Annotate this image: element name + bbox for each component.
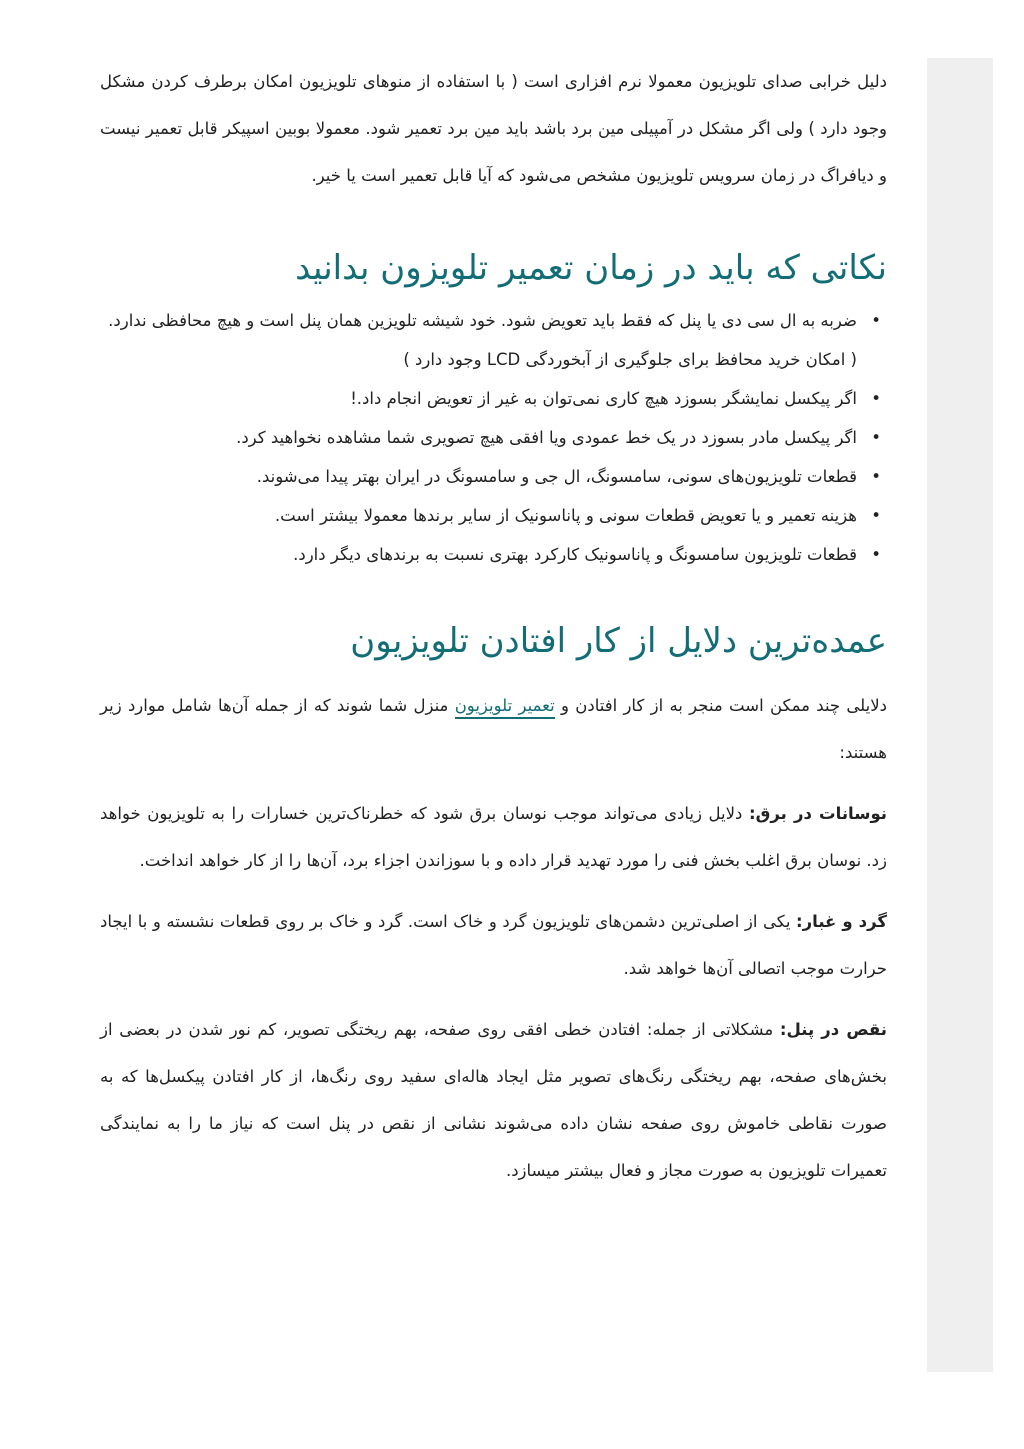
lead-text-before: دلایلی چند ممکن است منجر به از کار افتادن و	[554, 696, 887, 715]
list-item: • ضربه به ال سی دی یا پنل که فقط باید تعویض شود. خود شیشه تلویزین همان پنل است و هیچ محافظی ندارد. ( امکان خرید محافظ برای جلوگیری از آبخوردگی LCD وجود دارد )	[100, 301, 867, 379]
list-item: • هزینه تعمیر و یا تعویض قطعات سونی و پاناسونیک از سایر برندها معمولا بیشتر است.	[100, 496, 867, 535]
tips-list	[100, 301, 887, 574]
list-item: • اگر پیکسل نمایشگر بسوزد هیچ کاری نمی‌توان به غیر از تعویض انجام داد.!	[100, 379, 867, 418]
right-sidebar	[927, 58, 993, 1372]
dust-paragraph	[100, 898, 887, 992]
article-content	[100, 58, 887, 1194]
section-heading-reasons: عمده‌ترین دلایل از کار افتادن تلویزیون	[350, 621, 887, 661]
dust-label: گرد و غبار:	[796, 912, 888, 931]
intro-paragraph: دلیل خرابی صدای تلویزیون معمولا نرم افزاری است ( با استفاده از منوهای تلویزیون امکان برطرف کردن مشکل وجود دارد ) ولی اگر مشکل در آمپیلی مین برد باشد باید مین برد تعمیر شود. معمولا بوبین اسپیکر قابل تعمیر نیست و دیافراگ در زمان سرویس تلویزیون مشخص می‌شود که آیا قابل تعمیر است یا خیر.	[100, 72, 887, 185]
list-item: • اگر پیکسل مادر بسوزد در یک خط عمودی ویا افقی هیچ تصویری شما مشاهده نخواهید کرد.	[100, 418, 867, 457]
panel-defect-text: مشکلاتی از جمله: افتادن خطی افقی روی صفحه، بهم ریختگی تصویر، کم نور شدن در بعضی از بخش‌های صفحه، بهم ریختگی رنگ‌های تصویر مثل ایجاد هاله‌ای سفید روی رنگ‌ها، از کار افتادن پیکسل‌ها که به صورت نقاطی خاموش روی صفحه نشان داده می‌شوند نشانی از نقص در پنل است که نیاز ما را به نمایندگی تعمیرات تلویزیون به صورت مجاز و فعال بیشتر میسازد.	[100, 1020, 887, 1180]
lead-text-after: منزل شما شوند که از جمله آن‌ها شامل موارد زیر هستند:	[100, 696, 887, 762]
reasons-lead-paragraph	[100, 682, 887, 776]
power-fluctuation-text: دلایل زیادی می‌تواند موجب نوسان برق شود که خطرناک‌ترین خسارات را به تلویزیون خواهد زد. نوسان برق اغلب بخش فنی را مورد تهدید قرار داده و با سوزاندن اجزاء برد، آن‌ها را از کار خواهد انداخت.	[100, 804, 887, 870]
panel-defect-paragraph	[100, 1006, 887, 1194]
tv-repair-link[interactable]: تعمیر تلویزیون	[455, 696, 555, 719]
list-item: • قطعات تلویزیون سامسونگ و پاناسونیک کارکرد بهتری نسبت به برندهای دیگر دارد.	[100, 535, 867, 574]
dust-text: یکی از اصلی‌ترین دشمن‌های تلویزیون گرد و خاک است. گرد و خاک بر روی قطعات نشسته و با ایجاد حرارت موجب اتصالی آن‌ها خواهد شد.	[100, 912, 887, 978]
list-item: • قطعات تلویزیون‌های سونی، سامسونگ، ال جی و سامسونگ در ایران بهتر پیدا می‌شوند.	[100, 457, 867, 496]
panel-defect-label: نقص در پنل:	[779, 1020, 888, 1039]
power-fluctuation-label: نوسانات در برق:	[749, 804, 887, 823]
power-fluctuation-paragraph	[100, 790, 887, 884]
section-heading-tips: نکاتی که باید در زمان تعمیر تلویزون بدانید	[295, 248, 887, 288]
